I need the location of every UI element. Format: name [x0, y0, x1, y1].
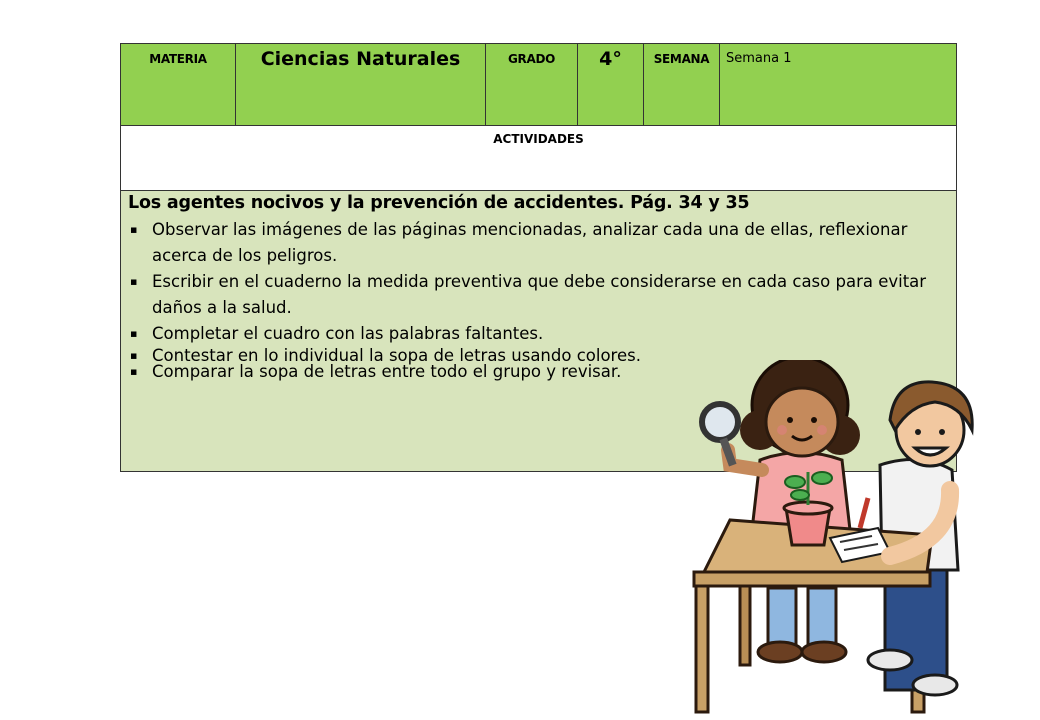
materia-label: MATERIA [121, 44, 236, 126]
bullet-icon: ▪ [130, 327, 138, 340]
kids-science-illustration [690, 360, 990, 720]
actividades-row [121, 126, 957, 191]
semana-value: Semana 1 [720, 44, 957, 126]
semana-label: SEMANA [644, 44, 720, 126]
bullet-icon: ▪ [130, 275, 138, 288]
bullet-icon: ▪ [130, 349, 138, 362]
activity-list [128, 217, 950, 381]
content-title: Los agentes nocivos y la prevención de accidentes. Pág. 34 y 35 [128, 193, 750, 213]
grado-value: 4° [578, 44, 644, 126]
list-item: ▪ Comparar la sopa de letras entre todo el grupo y revisar. [130, 362, 622, 381]
list-item: ▪ Escribir en el cuaderno la medida preventiva que debe considerarse en cada caso para evitar daños a la salud. [128, 269, 950, 321]
list-item: ▪ Contestar en lo individual la sopa de letras usando colores. [130, 346, 641, 365]
bullet-icon: ▪ [130, 365, 138, 378]
actividades-heading: ACTIVIDADES [121, 126, 957, 191]
list-item: ▪ Completar el cuadro con las palabras faltantes. [128, 321, 950, 347]
info-row [121, 44, 957, 126]
materia-value: Ciencias Naturales [236, 44, 486, 126]
grado-label: GRADO [486, 44, 578, 126]
list-item: ▪ Observar las imágenes de las páginas mencionadas, analizar cada una de ellas, reflexionar acerca de los peligros. [128, 217, 950, 269]
bullet-icon: ▪ [130, 223, 138, 236]
